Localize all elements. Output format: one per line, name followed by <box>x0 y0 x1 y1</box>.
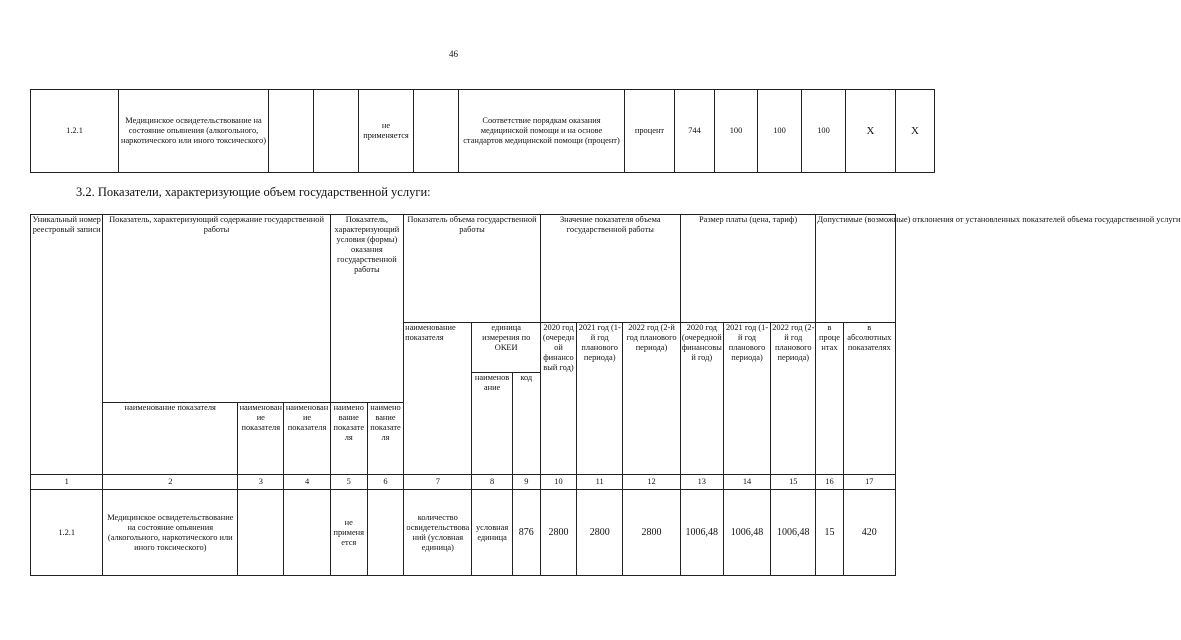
volume-indicator-table <box>30 214 1181 576</box>
header-content-name-2: наименование показателя <box>238 403 284 475</box>
header-deviation-percent: в процентах <box>816 323 843 475</box>
column-number: 15 <box>771 475 816 490</box>
header-registry: Уникальный номер реестровый записи <box>31 215 103 475</box>
empty-cell <box>269 90 314 173</box>
header-unit-code: код <box>512 373 540 475</box>
value-2020: 100 <box>715 90 758 173</box>
column-number: 7 <box>404 475 472 490</box>
quality-indicator-table <box>30 89 935 173</box>
value-2022: 2800 <box>623 490 680 576</box>
header-volume-indicator: Показатель объема государственной работы <box>404 215 541 323</box>
condition-value: не применяется <box>359 90 414 173</box>
header-condition-name-2: наименование показателя <box>367 403 403 475</box>
page-number: 46 <box>449 49 458 59</box>
column-number: 6 <box>367 475 403 490</box>
column-number: 2 <box>103 475 238 490</box>
header-content-name-1: наименование показателя <box>103 403 238 475</box>
deviation-percent: X <box>846 90 896 173</box>
service-name: Медицинское освидетельствование на состояние опьянения (алкогольного, наркотического или иного токсического) <box>119 90 269 173</box>
empty-cell <box>367 490 403 576</box>
header-condition-name-1: наименование показателя <box>330 403 367 475</box>
column-number: 9 <box>512 475 540 490</box>
column-number: 13 <box>680 475 723 490</box>
value-2021: 2800 <box>577 490 623 576</box>
condition-value: не применяется <box>330 490 367 576</box>
header-content-name-3: наименование показателя <box>284 403 330 475</box>
header-fee-2022: 2022 год (2-й год планового периода) <box>771 323 816 475</box>
header-deviation-absolute: в абсолютных показателях <box>843 323 895 475</box>
fee-2021: 1006,48 <box>723 490 770 576</box>
deviation-absolute: X <box>896 90 935 173</box>
column-number: 16 <box>816 475 843 490</box>
header-unit-name: наименование <box>472 373 512 475</box>
header-year-2020: 2020 год (очередной финансовый год) <box>540 323 576 475</box>
header-deviation: Допустимые (возможные) отклонения от установленных показателей объема государственной услуги <box>816 215 896 323</box>
volume-indicator-name: количество освидетельствований (условная единица) <box>404 490 472 576</box>
column-number: 1 <box>31 475 103 490</box>
section-title: 3.2. Показатели, характеризующие объем государственной услуги: <box>76 185 431 199</box>
header-conditions: Показатель, характеризующий условия (формы) оказания государственной работы <box>330 215 403 403</box>
quality-indicator-name: Соответствие порядкам оказания медицинской помощи и на основе стандартов медицинской помощи (процент) <box>459 90 625 173</box>
okei-code: 876 <box>512 490 540 576</box>
header-fee-2021: 2021 год (1-й год планового периода) <box>723 323 770 475</box>
column-number: 12 <box>623 475 680 490</box>
column-number: 10 <box>540 475 576 490</box>
value-2021: 100 <box>758 90 802 173</box>
header-year-2022: 2022 год (2-й год планового периода) <box>623 323 680 475</box>
unit-name: условная единица <box>472 490 512 576</box>
unit-name: процент <box>625 90 675 173</box>
empty-cell <box>414 90 459 173</box>
column-number: 5 <box>330 475 367 490</box>
header-content: Показатель, характеризующий содержание государственной работы <box>103 215 330 403</box>
empty-cell <box>284 490 330 576</box>
column-number: 14 <box>723 475 770 490</box>
deviation-absolute: 420 <box>843 490 895 576</box>
okei-code: 744 <box>675 90 715 173</box>
empty-cell <box>314 90 359 173</box>
registry-code: 1.2.1 <box>31 490 103 576</box>
service-name: Медицинское освидетельствование на состояние опьянения (алкогольного, наркотического или иного токсического) <box>103 490 238 576</box>
header-indicator-name: наименование показателя <box>404 323 472 475</box>
fee-2022: 1006,48 <box>771 490 816 576</box>
empty-cell <box>238 490 284 576</box>
header-fee: Размер платы (цена, тариф) <box>680 215 816 323</box>
column-number: 11 <box>577 475 623 490</box>
column-number-row <box>31 475 896 490</box>
value-2020: 2800 <box>540 490 576 576</box>
header-fee-2020: 2020 год (очередной финансовый год) <box>680 323 723 475</box>
header-year-2021: 2021 год (1-й год планового периода) <box>577 323 623 475</box>
deviation-percent: 15 <box>816 490 843 576</box>
value-2022: 100 <box>802 90 846 173</box>
header-volume-value: Значение показателя объема государственной работы <box>540 215 680 323</box>
column-number: 3 <box>238 475 284 490</box>
column-number: 4 <box>284 475 330 490</box>
table-row <box>31 490 896 576</box>
column-number: 8 <box>472 475 512 490</box>
fee-2020: 1006,48 <box>680 490 723 576</box>
header-unit-okei: единица измерения по ОКЕИ <box>472 323 540 373</box>
column-number: 17 <box>843 475 895 490</box>
registry-code: 1.2.1 <box>31 90 119 173</box>
